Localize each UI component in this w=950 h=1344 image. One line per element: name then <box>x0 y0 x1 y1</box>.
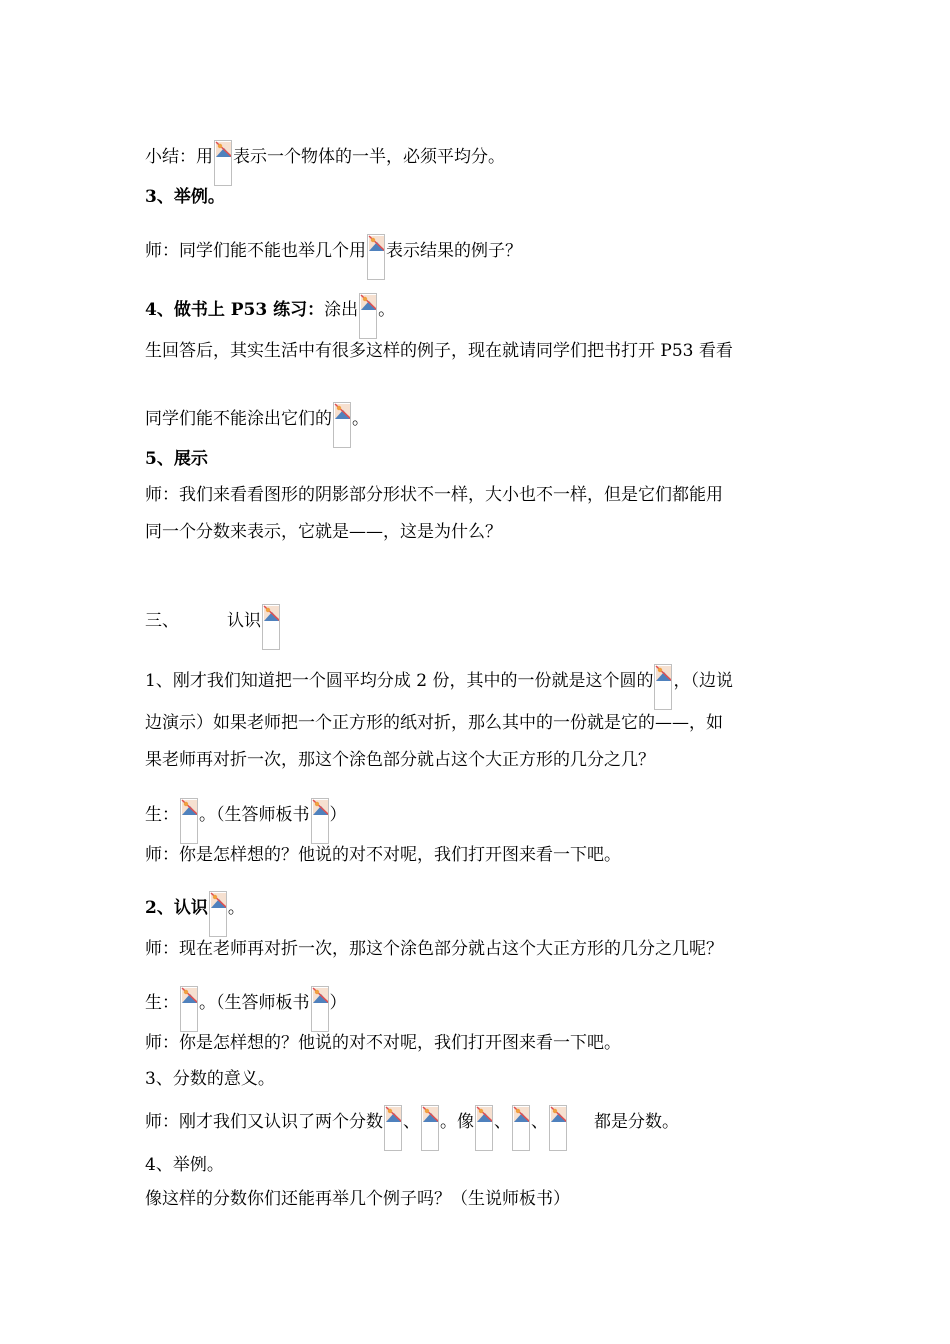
fraction-image-placeholder <box>214 140 232 186</box>
text-span: 同学们能不能涂出它们的 <box>145 409 332 429</box>
text-span: 2、认识 <box>145 898 208 918</box>
text-span: 。（生答师板书 <box>199 805 310 825</box>
section-heading-5: 5、展示 <box>145 449 208 469</box>
section-heading-4 <box>145 293 395 339</box>
text-span: 师：同学们能不能也举几个用 <box>145 241 366 261</box>
text-span: 涂出 <box>324 300 359 320</box>
student-line <box>145 986 347 1032</box>
paragraph-line: 生回答后，其实生活中有很多这样的例子，现在就请同学们把书打开 P53 看看 <box>145 341 733 361</box>
paragraph-line: 同一个分数来表示，它就是——，这是为什么？ <box>145 522 502 542</box>
text-span: 小结：用 <box>145 147 213 167</box>
text-span: 。 <box>378 300 396 320</box>
text-span: 。像 <box>440 1112 474 1132</box>
fraction-image-placeholder <box>311 798 329 844</box>
fraction-image-placeholder <box>180 798 198 844</box>
fraction-image-placeholder <box>384 1105 402 1151</box>
fraction-image-placeholder <box>359 293 377 339</box>
fraction-image-placeholder <box>421 1105 439 1151</box>
part-three-heading <box>145 604 281 650</box>
fraction-image-placeholder <box>512 1105 530 1151</box>
teacher-line: 师：你是怎样想的？他说的对不对呢，我们打开图来看一下吧。 <box>145 1033 621 1053</box>
section-heading: 3、分数的意义。 <box>145 1069 275 1089</box>
fraction-image-placeholder <box>180 986 198 1032</box>
text-span: 师：刚才我们又认识了两个分数 <box>145 1112 383 1132</box>
text-span: 都是分数。 <box>594 1112 679 1132</box>
text-span: 。 <box>352 409 369 429</box>
recognize-heading <box>145 891 245 937</box>
summary-line <box>145 140 505 186</box>
paragraph-line: 果老师再对折一次，那这个涂色部分就占这个大正方形的几分之几？ <box>145 750 655 770</box>
text-span: 生： <box>145 805 179 825</box>
fraction-image-placeholder <box>311 986 329 1032</box>
section-heading: 4、举例。 <box>145 1155 224 1175</box>
fraction-image-placeholder <box>262 604 280 650</box>
text-span: 4、做书上 P53 练习： <box>145 300 325 320</box>
teacher-line <box>145 1105 679 1151</box>
text-span: ） <box>329 805 347 825</box>
paragraph-line: 像这样的分数你们还能再举几个例子吗？（生说师板书） <box>145 1189 570 1209</box>
fraction-image-placeholder <box>367 234 385 280</box>
text-span: 1、刚才我们知道把一个圆平均分成 2 份，其中的一份就是这个圆的 <box>145 671 654 691</box>
teacher-line: 师：我们来看看图形的阴影部分形状不一样，大小也不一样，但是它们都能用 <box>145 485 723 505</box>
text-span: 。 <box>227 898 245 918</box>
text-span: ） <box>329 993 347 1013</box>
text-span: 表示一个物体的一半，必须平均分。 <box>233 147 505 167</box>
text-span: 。（生答师板书 <box>199 993 310 1013</box>
student-line <box>145 798 347 844</box>
text-span: 认识 <box>227 611 261 631</box>
fraction-image-placeholder <box>654 664 672 710</box>
text-span: 表示结果的例子？ <box>386 241 522 261</box>
paragraph-line <box>145 664 733 710</box>
fraction-image-placeholder <box>475 1105 493 1151</box>
fraction-image-placeholder <box>549 1105 567 1151</box>
text-span: 、 <box>403 1112 420 1132</box>
paragraph-line: 边演示）如果老师把一个正方形的纸对折，那么其中的一份就是它的——，如 <box>145 713 723 733</box>
teacher-line <box>145 234 522 280</box>
text-span: 、 <box>494 1112 511 1132</box>
teacher-line: 师：现在老师再对折一次，那这个涂色部分就占这个大正方形的几分之几呢？ <box>145 939 723 959</box>
fraction-image-placeholder <box>209 891 227 937</box>
teacher-line: 师：你是怎样想的？他说的对不对呢，我们打开图来看一下吧。 <box>145 845 621 865</box>
text-span: 生： <box>145 993 179 1013</box>
text-span: 三、 <box>145 611 179 631</box>
text-span: ，（边说 <box>673 671 733 691</box>
section-heading-3: 3、举例。 <box>145 187 225 207</box>
paragraph-line <box>145 402 369 448</box>
text-span: 、 <box>531 1112 548 1132</box>
fraction-image-placeholder <box>333 402 351 448</box>
